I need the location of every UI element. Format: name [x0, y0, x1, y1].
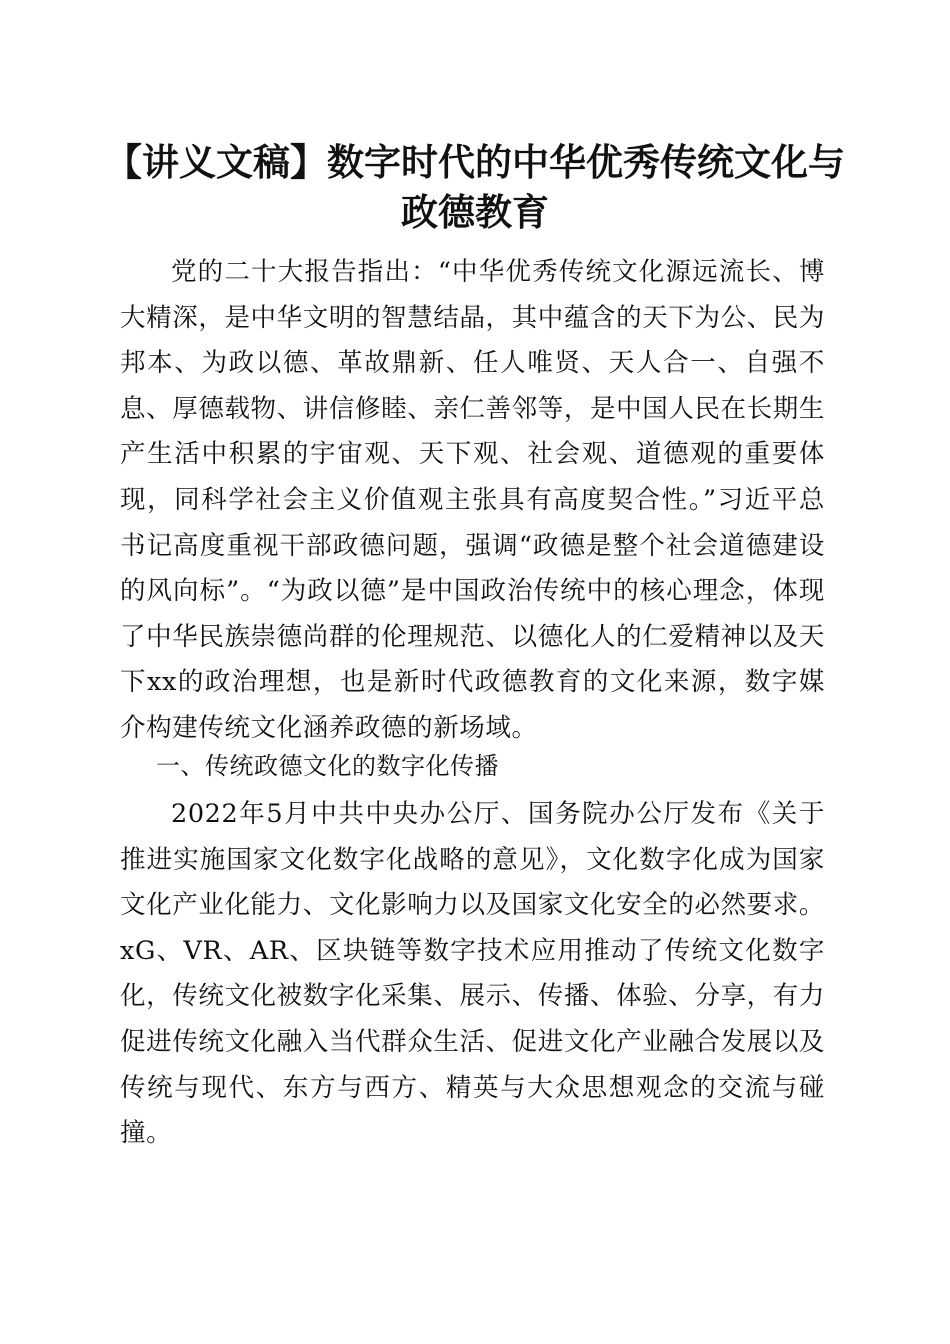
section-heading-1: 一、传统政德文化的数字化传播 — [156, 752, 499, 780]
body-paragraph-1: 党的二十大报告指出：“中华优秀传统文化源远流长、博大精深，是中华文明的智慧结晶，其中蕴含的天下为公、民为邦本、为政以德、革故鼎新、任人唯贤、天人合一、自强不息、厚德载物、讲信修睦、亲仁善邻等，是中国人民在长期生产生活中积累的宇宙观、天下观、社会观、道德观的重要体现，同科学社会主义价值观主张具有高度契合性。”习近平总书记高度重视干部政德问题，强调“政德是整个社会道德建设的风向标”。“为政以德”是中国政治传统中的核心理念，体现了中华民族崇德尚群的伦理规范、以德化人的仁爱精神以及天下xx的政治理想，也是新时代政德教育的文化来源，数字媒介构建传统文化涵养政德的新场域。 — [120, 257, 825, 743]
document-title — [100, 138, 850, 238]
body-paragraph-2: 2022年5月中共中央办公厅、国务院办公厅发布《关于推进实施国家文化数字化战略的意见》，文化数字化成为国家文化产业化能力、文化影响力以及国家文化安全的必然要求。xG、VR、AR、区块链等数字技术应用推动了传统文化数字化，传统文化被数字化采集、展示、传播、体验、分享，有力促进传统文化融入当代群众生活、促进文化产业融合发展以及传统与现代、东方与西方、精英与大众思想观念的交流与碰撞。 — [120, 799, 825, 1149]
title-line-2: 政德教育 — [401, 191, 549, 234]
title-line-1: 【讲义文稿】数字时代的中华优秀传统文化与 — [105, 141, 845, 184]
body-paragraph-1-block — [120, 250, 825, 752]
body-paragraph-2-block — [120, 792, 825, 1157]
